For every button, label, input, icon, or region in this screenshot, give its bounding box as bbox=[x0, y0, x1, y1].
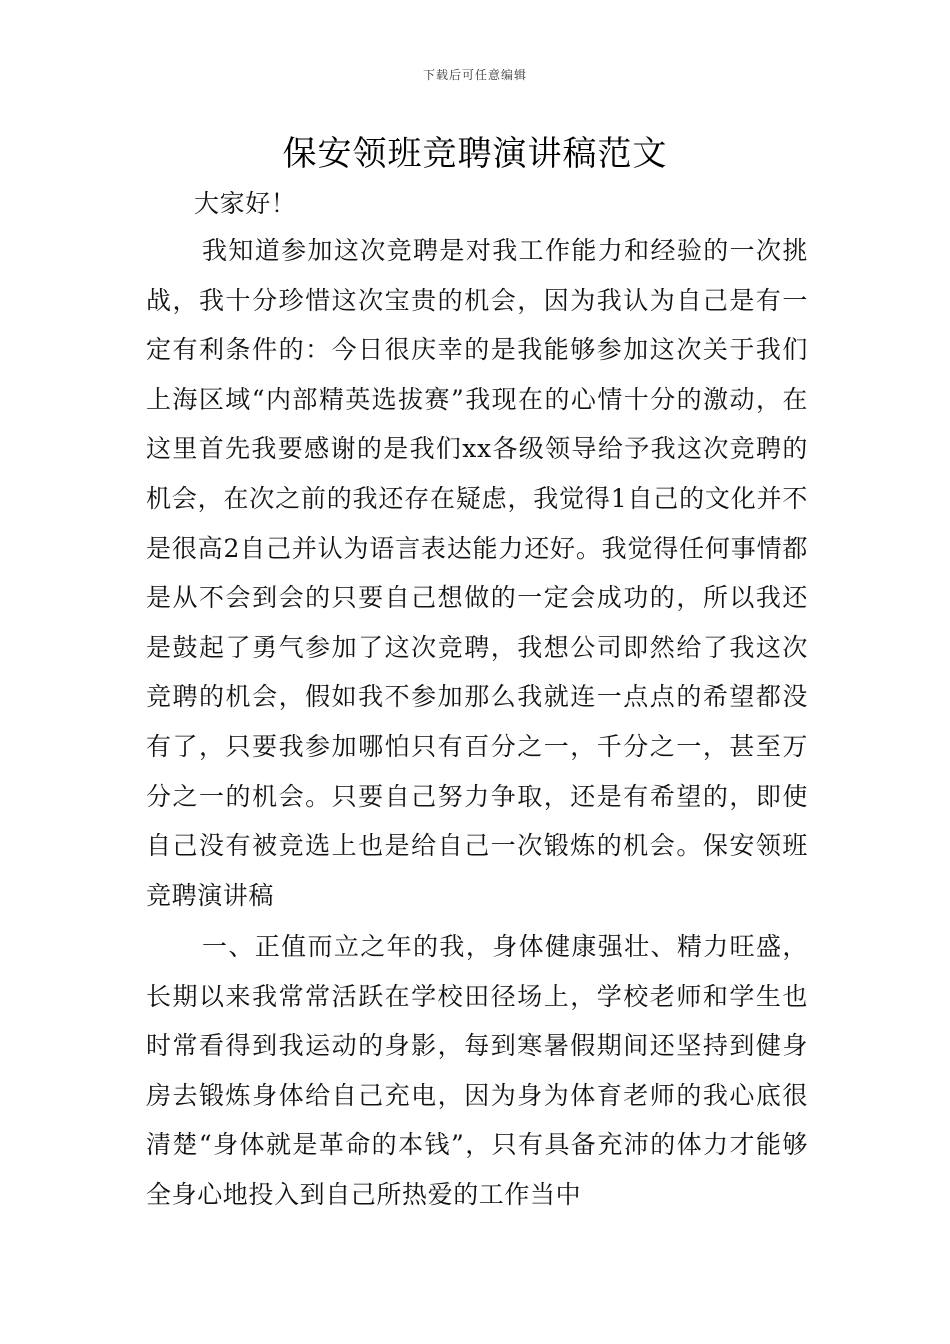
document-title: 保安领班竞聘演讲稿范文 bbox=[282, 134, 668, 174]
header-note: 下载后可任意编辑 bbox=[422, 68, 527, 82]
greeting: 大家好！ bbox=[194, 189, 297, 218]
paragraph-2: 一、正值而立之年的我，身体健康强壮、精力旺盛，长期以来我常常活跃在学校田径场上，学校老师和学生也时常看得到我运动的身影，每到寒暑假期间还坚持到健身房去锻炼身体给自己充电，因为身为体育老师的我心底很清楚“身体就是革命的本钱”，只有具备充沛的体力才能够全身心地投入到自己所热爱的工作当中 bbox=[146, 932, 808, 1209]
paragraph-1: 我知道参加这次竞聘是对我工作能力和经验的一次挑战，我十分珍惜这次宝贵的机会，因为我认为自己是有一定有利条件的：今日很庆幸的是我能够参加这次关于我们上海区域“内部精英选拔赛”我现在的心情十分的激动，在这里首先我要感谢的是我们xx各级领导给予我这次竞聘的机会，在次之前的我还存在疑虑，我觉得1自己的文化并不是很高2自己并认为语言表达能力还好。我觉得任何事情都是从不会到会的只要自己想做的一定会成功的，所以我还是鼓起了勇气参加了这次竞聘，我想公司即然给了我这次竞聘的机会，假如我不参加那么我就连一点点的希望都没有了，只要我参加哪怕只有百分之一，千分之一，甚至万分之一的机会。只要自己努力争取，还是有希望的，即使自己没有被竞选上也是给自己一次锻炼的机会。保安领班竞聘演讲稿 bbox=[146, 236, 808, 910]
